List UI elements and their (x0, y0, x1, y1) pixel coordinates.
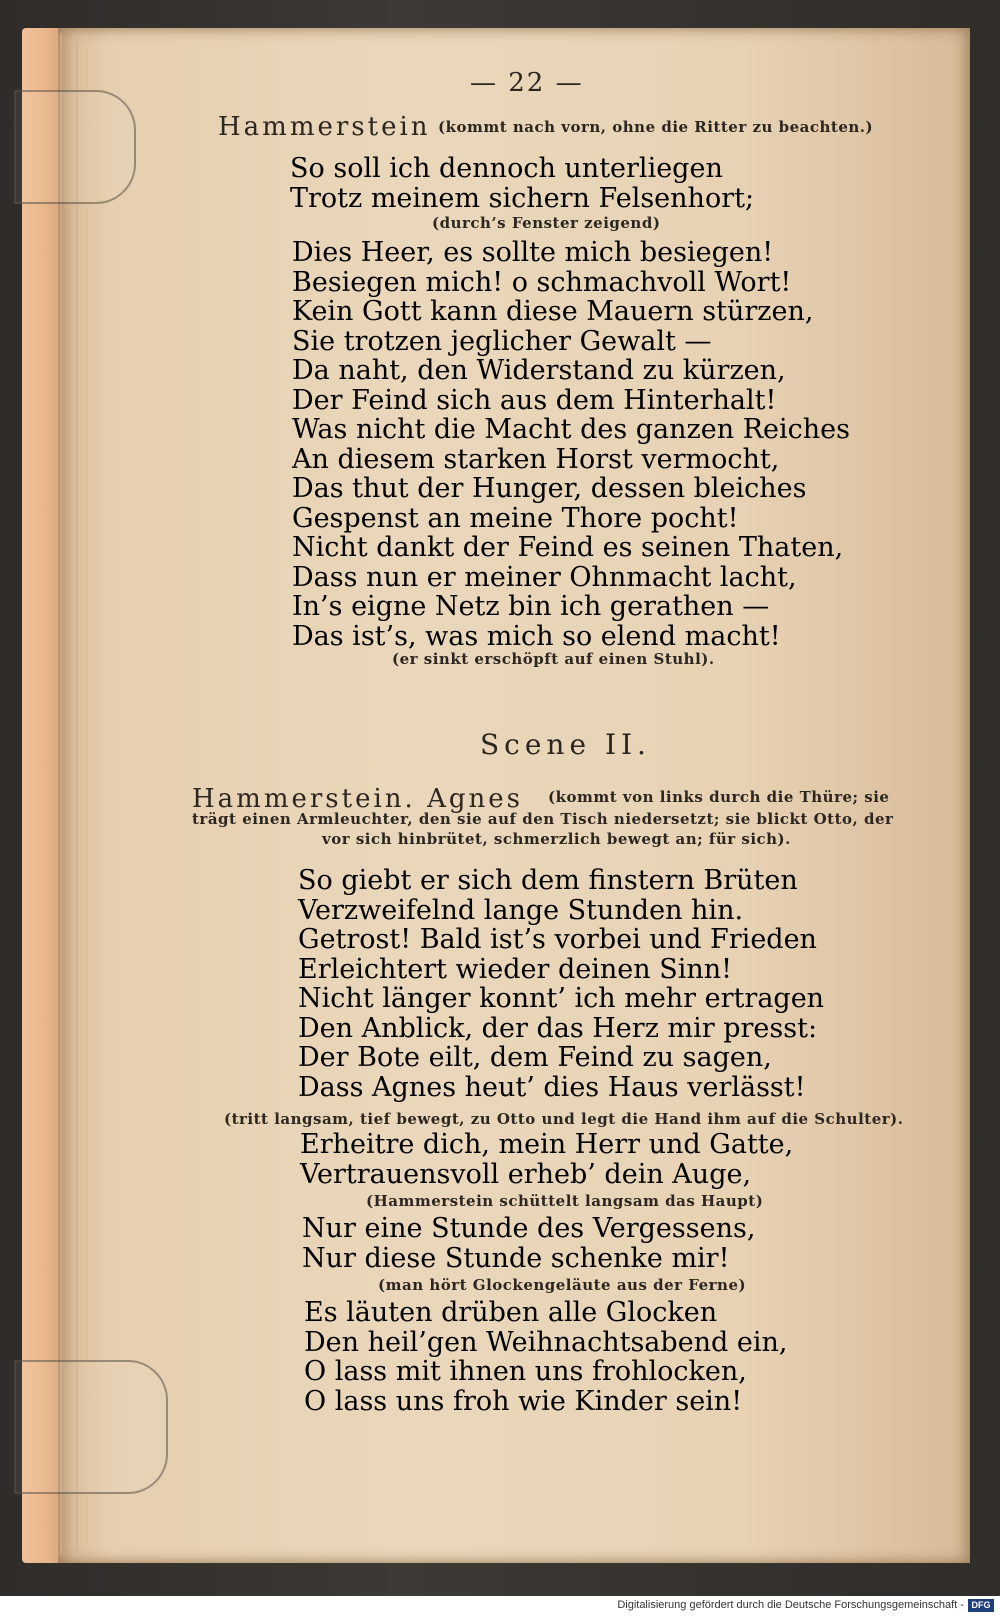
verse-line: Da naht, den Widerstand zu kürzen, (292, 355, 786, 386)
stage-direction: (kommt nach vorn, ohne die Ritter zu beachten.) (438, 118, 874, 136)
stage-direction: trägt einen Armleuchter, den sie auf den Tisch niedersetzt; sie blickt Otto, der (192, 810, 894, 828)
verse-line: Nicht dankt der Feind es seinen Thaten, (292, 532, 844, 563)
verse-line: Dass nun er meiner Ohnmacht lacht, (292, 561, 797, 593)
verse-line: Den Anblick, der das Herz mir presst: (298, 1012, 818, 1044)
stage-direction: (Hammerstein schüttelt langsam das Haupt) (366, 1192, 764, 1210)
verse-line: Getrost! Bald ist’s vorbei und Frieden (298, 924, 817, 955)
page-number: — 22 — (470, 68, 584, 98)
verse-line: Kein Gott kann diese Mauern stürzen, (292, 296, 814, 327)
verse-line: Der Bote eilt, dem Feind zu sagen, (298, 1042, 772, 1073)
verse-line: In’s eigne Netz bin ich gerathen — (292, 591, 770, 622)
verse-line: Dies Heer, es sollte mich besiegen! (292, 237, 774, 268)
verse-line: Es läuten drüben alle Glocken (304, 1297, 718, 1328)
verse-line: Vertrauensvoll erheb’ dein Auge, (300, 1158, 752, 1190)
verse-line: Dass Agnes heut’ dies Haus verlässt! (298, 1071, 806, 1103)
inline-direction: (durch’s Fenster zeigend) (432, 214, 661, 232)
verse-line: An diesem starken Horst vermocht, (292, 443, 780, 475)
verse-line: Der Feind sich aus dem Hinterhalt! (292, 384, 777, 416)
verse-line: Sie trotzen jeglicher Gewalt — (292, 325, 712, 357)
stage-direction: vor sich hinbrütet, schmerzlich bewegt an; für sich). (322, 830, 791, 848)
verse-line: Erheitre dich, mein Herr und Gatte, (300, 1129, 794, 1160)
verse-line: Was nicht die Macht des ganzen Reiches (292, 414, 851, 445)
verse-line: Nicht länger konnt’ ich mehr ertragen (298, 983, 825, 1014)
page-stack-lines (60, 34, 78, 1554)
verse-line: So soll ich dennoch unterliegen (290, 153, 723, 184)
speaker-hammerstein: Hammerstein (218, 112, 431, 142)
book-edge (22, 28, 62, 1563)
verse-line: Verzweifelnd lange Stunden hin. (298, 894, 744, 926)
footer-credit: Digitalisierung gefördert durch die Deutsche Forschungsgemeinschaft - (617, 1599, 964, 1611)
scene-title: Scene II. (480, 728, 651, 761)
verse-block-3 (298, 866, 824, 1102)
verse-block-1 (290, 154, 754, 213)
speakers-hammerstein-agnes: Hammerstein. Agnes (192, 784, 523, 814)
verse-line: O lass uns froh wie Kinder sein! (304, 1385, 743, 1417)
verse-line: Trotz meinem sichern Felsenhort; (290, 182, 755, 214)
stage-direction: (man hört Glockengeläute aus der Ferne) (378, 1276, 747, 1294)
verse-block-4 (300, 1130, 793, 1189)
verse-block-5 (302, 1214, 755, 1273)
verse-line: O lass mit ihnen uns frohlocken, (304, 1356, 747, 1387)
verse-line: Das thut der Hunger, dessen bleiches (292, 473, 807, 504)
verse-block-2 (292, 238, 850, 651)
page-clip-bottom (14, 1360, 168, 1494)
verse-line: Den heil’gen Weihnachtsabend ein, (304, 1326, 788, 1358)
verse-block-6 (304, 1298, 788, 1416)
verse-line: Erleichtert wieder deinen Sinn! (298, 953, 733, 985)
verse-line: Nur diese Stunde schenke mir! (302, 1242, 730, 1274)
verse-line: Das ist’s, was mich so elend macht! (292, 620, 781, 652)
verse-line: Besiegen mich! o schmachvoll Wort! (292, 266, 792, 298)
page-clip-top (14, 90, 136, 204)
stage-direction: (tritt langsam, tief bewegt, zu Otto und legt die Hand ihm auf die Schulter). (224, 1110, 904, 1128)
dfg-logo: DFG (968, 1599, 994, 1612)
verse-line: So giebt er sich dem finstern Brüten (298, 865, 798, 896)
stage-direction: (kommt von links durch die Thüre; sie (548, 788, 890, 806)
verse-line: Nur eine Stunde des Vergessens, (302, 1213, 756, 1244)
closing-direction: (er sinkt erschöpft auf einen Stuhl). (392, 650, 715, 668)
verse-line: Gespenst an meine Thore pocht! (292, 502, 739, 534)
